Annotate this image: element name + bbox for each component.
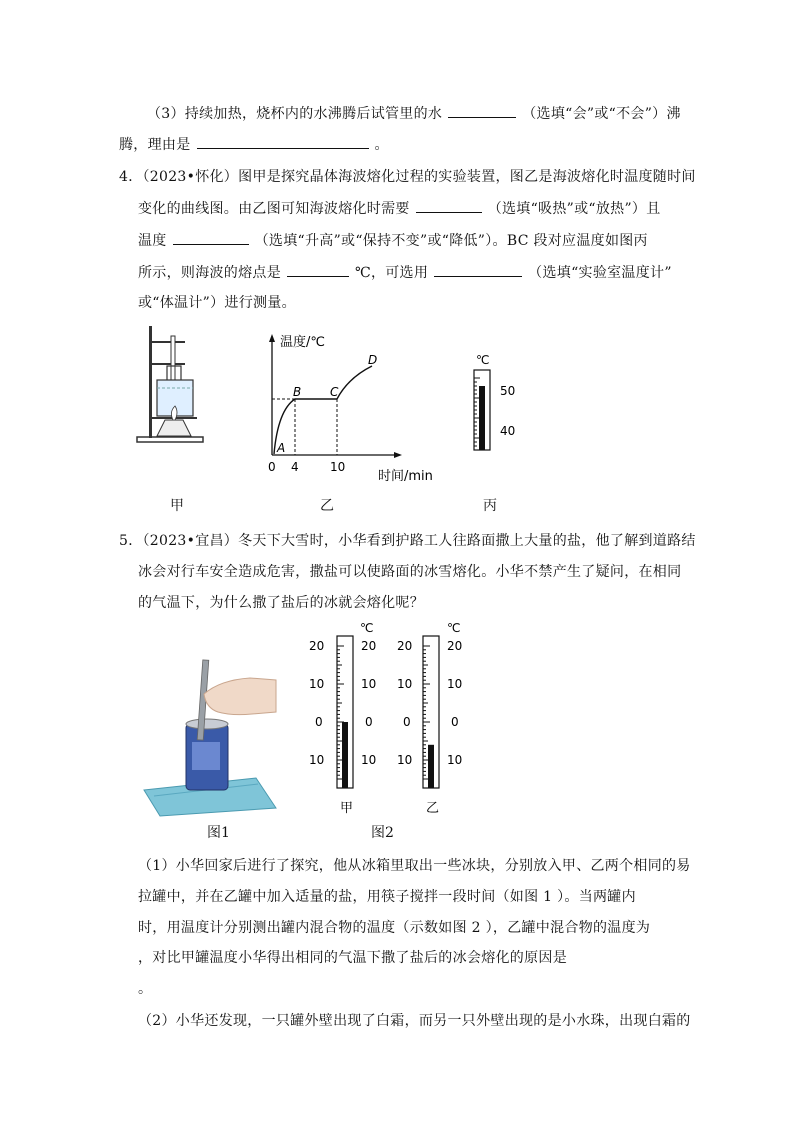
q3-line1 — [147, 103, 681, 123]
hand — [204, 678, 276, 715]
q4-line4 — [138, 262, 672, 282]
tick-label: 0 — [451, 715, 459, 729]
text: （选填“吸热”或“放热”）且 — [487, 201, 661, 217]
unit-label: ℃ — [476, 353, 490, 367]
text: （选填“升高”或“保持不变”或“降低”）。BC 段对应温度如图丙 — [254, 233, 648, 249]
thermometer-bing — [466, 352, 526, 454]
tick-label: 10 — [447, 677, 463, 691]
tick-label: 20 — [397, 639, 413, 653]
tick-label: 10 — [447, 753, 463, 767]
q5-p1-line4: ，对比甲罐温度小华得出相同的气温下撒了盐后的冰会熔化的原因是 — [138, 950, 567, 966]
thermometer-label-jia: 甲 — [340, 801, 354, 816]
point-label-d: D — [368, 353, 378, 367]
figure-label-2: 图2 — [371, 825, 394, 841]
answer-blank[interactable] — [197, 134, 369, 149]
tick-label: 0 — [268, 460, 276, 474]
tick-label: 20 — [361, 639, 377, 653]
q5-line1: 5．（2023•宜昌）冬天下大雪时，小华看到护路工人往路面撒上大量的盐，他了解到道路结 — [119, 533, 696, 549]
tick-label: 10 — [361, 753, 377, 767]
tick-label: 10 — [309, 753, 325, 767]
answer-blank[interactable] — [173, 230, 249, 245]
liquid-column-jia — [342, 722, 348, 788]
answer-blank[interactable] — [434, 262, 522, 277]
y-axis-arrow — [269, 334, 275, 342]
answer-blank[interactable] — [287, 262, 349, 277]
thermometer — [171, 336, 175, 384]
tick-label: 10 — [397, 753, 413, 767]
unit-label: ℃ — [447, 621, 461, 635]
q4-line2 — [138, 198, 661, 218]
tick-label: 0 — [403, 715, 411, 729]
text: 。 — [374, 137, 389, 153]
q5-p1-line2: 拉罐中，并在乙罐中加入适量的盐，用筷子搅拌一段时间（如图 1 ）。当两罐内 — [138, 889, 636, 905]
q5-line3: 的气温下，为什么撒了盐后的冰就会熔化呢？ — [138, 595, 424, 611]
tick-label: 4 — [291, 460, 299, 474]
text: 腾，理由是 — [119, 137, 191, 153]
q4-line5: 或“体温计”）进行测量。 — [138, 295, 296, 311]
q5-p1-line1: （1）小华回家后进行了探究，他从冰箱里取出一些冰块，分别放入甲、乙两个相同的易 — [138, 858, 691, 874]
text: 温度 — [138, 233, 167, 249]
q4-line1: 4．（2023•怀化）图甲是探究晶体海波熔化过程的实验装置，图乙是海波熔化时温度随时间 — [119, 169, 696, 185]
text: 所示，则海波的熔点是 — [138, 265, 281, 281]
point-label-c: C — [330, 385, 339, 399]
text: （选填“实验室温度计” — [528, 265, 672, 281]
tick-label: 0 — [315, 715, 323, 729]
q5-p1-line3: 时，用温度计分别测出罐内混合物的温度（示数如图 2 ），乙罐中混合物的温度为 — [138, 920, 651, 936]
can-top — [186, 719, 228, 729]
figure-label-yi: 乙 — [320, 498, 334, 514]
thermometer-label-yi: 乙 — [426, 801, 440, 816]
can-figure — [140, 650, 280, 818]
text: ℃，可选用 — [355, 265, 429, 281]
thermometers-figure — [305, 620, 495, 820]
tick-label: 0 — [365, 715, 373, 729]
liquid-column-yi — [428, 745, 434, 788]
figure-label-1: 图1 — [207, 825, 230, 841]
can-label — [192, 742, 220, 770]
q5-p2-line1: （2）小华还发现，一只罐外壁出现了白霜，而另一只外壁出现的是小水珠，出现白霜的 — [138, 1013, 691, 1029]
text: （选填“会”或“不会”）沸 — [522, 106, 681, 122]
unit-label: ℃ — [360, 621, 374, 635]
tick-label: 10 — [397, 677, 413, 691]
figure-label-bing: 丙 — [483, 498, 497, 514]
base-plate — [137, 437, 203, 442]
melting-curve — [274, 366, 372, 454]
tick-label: 10 — [361, 677, 377, 691]
point-label-b: B — [293, 385, 302, 399]
melting-graph — [260, 330, 450, 485]
tick-label: 40 — [500, 424, 516, 438]
text: 变化的曲线图。由乙图可知海波熔化时需要 — [138, 201, 410, 217]
answer-blank[interactable] — [448, 103, 516, 118]
q4-line3 — [138, 230, 648, 250]
tick-label: 20 — [309, 639, 325, 653]
x-axis-label: 时间/min — [378, 469, 433, 484]
figure-label-jia: 甲 — [170, 498, 184, 514]
y-axis-label: 温度/℃ — [280, 335, 325, 350]
tick-label: 50 — [500, 384, 516, 398]
q3-line2 — [119, 134, 389, 154]
text: （3）持续加热，烧杯内的水沸腾后试管里的水 — [147, 106, 443, 122]
apparatus-figure — [135, 322, 210, 444]
q5-line2: 冰会对行车安全造成危害，撒盐可以使路面的冰雪熔化。小华不禁产生了疑问，在相同 — [138, 564, 682, 580]
alcohol-lamp — [157, 420, 191, 436]
tick-label: 10 — [309, 677, 325, 691]
x-axis-arrow — [394, 452, 402, 458]
tick-label: 10 — [330, 460, 346, 474]
q5-p1-line5: 。 — [138, 981, 153, 997]
tick-label: 20 — [447, 639, 463, 653]
answer-blank[interactable] — [416, 198, 482, 213]
point-label-a: A — [277, 441, 286, 455]
